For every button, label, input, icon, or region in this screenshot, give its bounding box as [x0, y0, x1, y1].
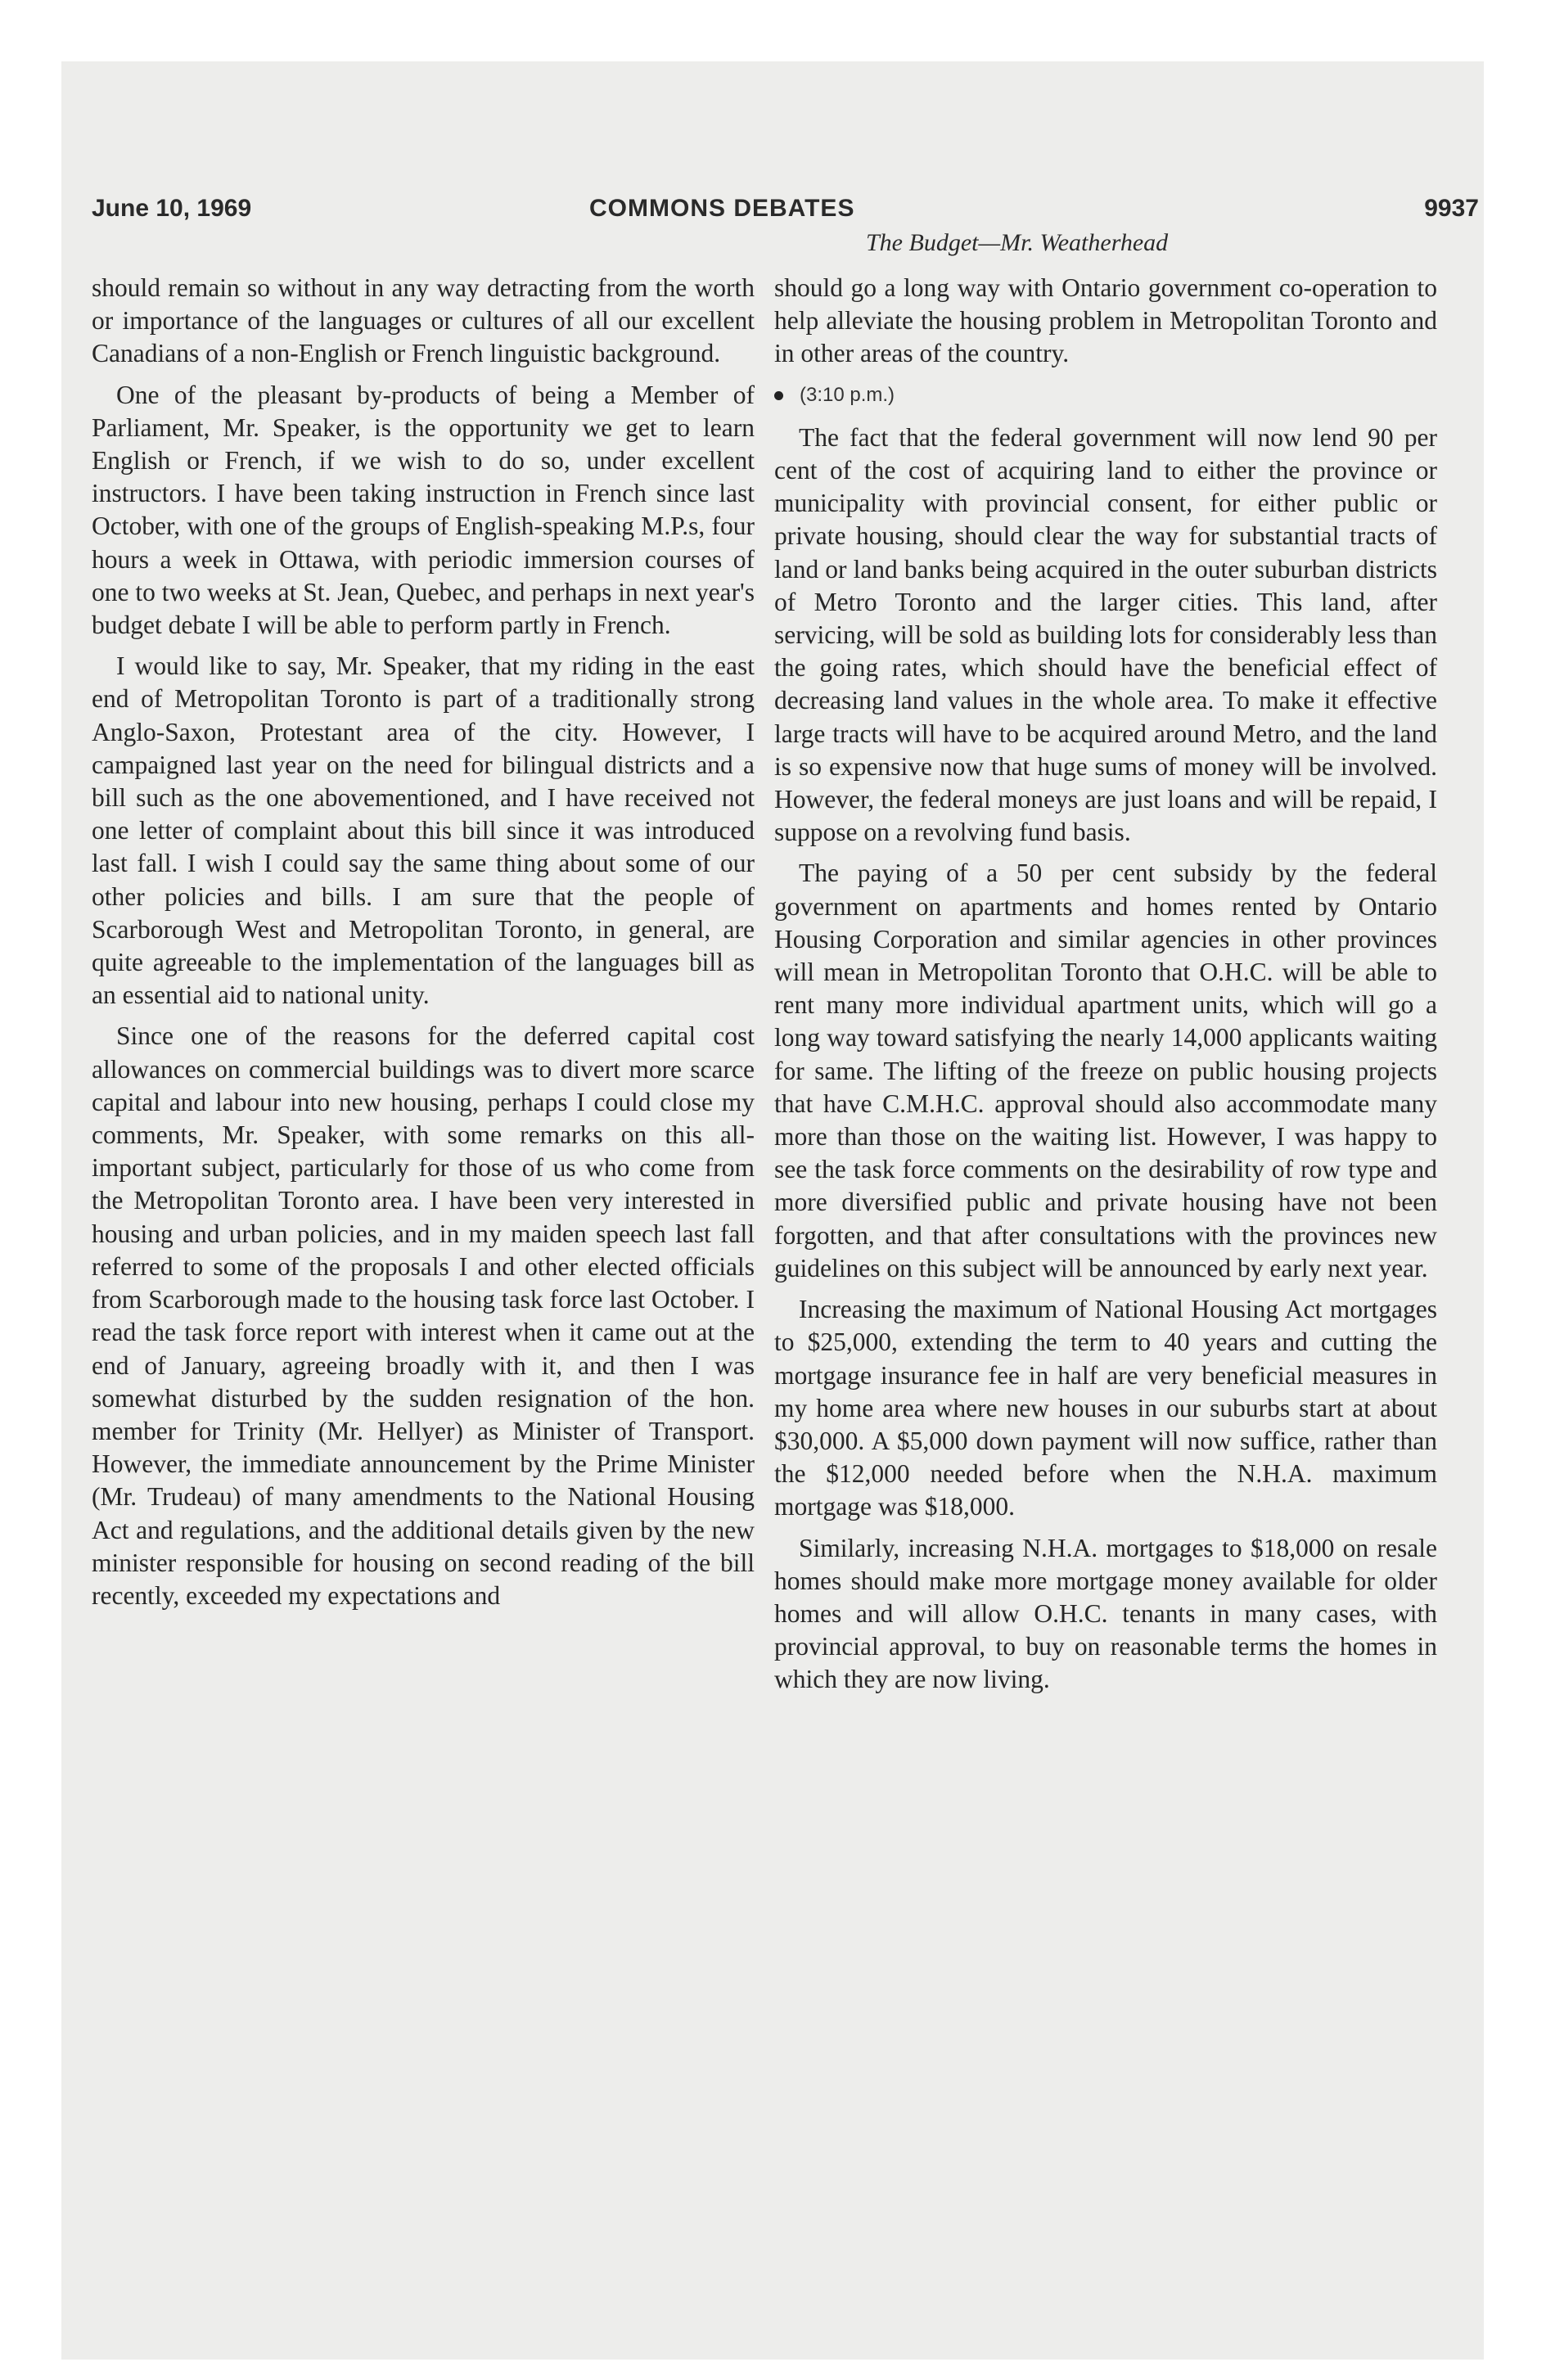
right-column [774, 272, 1437, 1705]
paragraph: should go a long way with Ontario government co-operation to help alleviate the housing problem in Metropolitan Toronto and in other areas of the country. [774, 273, 1437, 368]
timestamp-line [774, 379, 1437, 412]
paragraph: The paying of a 50 per cent subsidy by the federal government on apartments and homes rented by Ontario Housing Corporation and similar agencies in other provinces will mean in Metropolitan Toronto that O.H.C. will be able to rent many more individual apartment units, which will go a long way toward satisfying the nearly 14,000 applicants waiting for same. The lifting of the freeze on public housing projects that have C.M.H.C. approval should also accommodate many more than those on the waiting list. However, I was happy to see the task force comments on the desirability of row type and more diversified public and private housing have not been forgotten, and that after consultations with the provinces new guidelines on this subject will be announced by early next year. [774, 859, 1437, 1282]
bullet-icon [774, 391, 783, 400]
timestamp: (3:10 p.m.) [800, 383, 895, 406]
paragraph: One of the pleasant by-products of being a Member of Parliament, Mr. Speaker, is the opportunity we get to learn English or French, if we wish to do so, under excellent instructors. I have been taking instruction in French since last October, with one of the groups of English-speaking M.P.s, four hours a week in Ottawa, with periodic immersion courses of one to two weeks at St. Jean, Quebec, and perhaps in next year's budget debate I will be able to perform partly in French. [92, 380, 755, 640]
left-column [92, 272, 755, 1620]
header-date: June 10, 1969 [92, 195, 252, 222]
paragraph: The fact that the federal government will now lend 90 per cent of the cost of acquiring land to either the province or municipality with provincial consent, for either public or private housing, should clear the way for substantial tracts of land or land banks being acquired in the outer suburban districts of Metro Toronto and the larger cities. This land, after servicing, will be sold as building lots for considerably less than the going rates, which should have the beneficial effect of decreasing land values in the whole area. To make it effective large tracts will have to be acquired around Metro, and the land is so expensive now that huge sums of money will be involved. However, the federal moneys are just loans and will be repaid, I suppose on a revolving fund basis. [774, 422, 1437, 847]
header-subtitle: The Budget—Mr. Weatherhead [866, 229, 1169, 256]
paragraph: Since one of the reasons for the deferred capital cost allowances on commercial buildings was to divert more scarce capital and labour into new housing, perhaps I could close my comments, Mr. Speaker, with some remarks on this all-important subject, particularly for those of us who come from the Metropolitan Toronto area. I have been very interested in housing and urban policies, and in my maiden speech last fall referred to some of the proposals I and other elected officials from Scarborough made to the housing task force last October. I read the task force report with interest when it came out at the end of January, agreeing broadly with it, and then I was somewhat disturbed by the sudden resignation of the hon. member for Trinity (Mr. Hellyer) as Minister of Transport. However, the immediate announcement by the Prime Minister (Mr. Trudeau) of many amendments to the National Housing Act and regulations, and the additional details given by the new minister responsible for housing on second reading of the bill recently, exceeded my expectations and [92, 1021, 755, 1610]
paragraph: I would like to say, Mr. Speaker, that my riding in the east end of Metropolitan Toronto is part of a traditionally strong Anglo-Saxon, Protestant area of the city. However, I campaigned last year on the need for bilingual districts and a bill such as the one abovementioned, and I have received not one letter of complaint about this bill since it was introduced last fall. I wish I could say the same thing about some of our other policies and bills. I am sure that the people of Scarborough West and Metropolitan Toronto, in general, are quite agreeable to the implementation of the languages bill as an essential aid to national unity. [92, 651, 755, 1010]
header-page-number: 9937 [1424, 195, 1479, 222]
paragraph: should remain so without in any way detracting from the worth or importance of the languages or cultures of all our excellent Canadians of a non-English or French linguistic background. [92, 273, 755, 368]
paragraph: Similarly, increasing N.H.A. mortgages to $18,000 on resale homes should make more mortgage money available for older homes and will allow O.H.C. tenants in many cases, with provincial approval, to buy on reasonable terms the homes in which they are now living. [774, 1533, 1437, 1694]
header-title: COMMONS DEBATES [589, 195, 855, 222]
page-header [92, 195, 1479, 228]
paragraph: Increasing the maximum of National Housing Act mortgages to $25,000, extending the term to 40 years and cutting the mortgage insurance fee in half are very beneficial measures in my home area where new houses in our suburbs start at about $30,000. A $5,000 down payment will now suffice, rather than the $12,000 needed before when the N.H.A. maximum mortgage was $18,000. [774, 1295, 1437, 1521]
